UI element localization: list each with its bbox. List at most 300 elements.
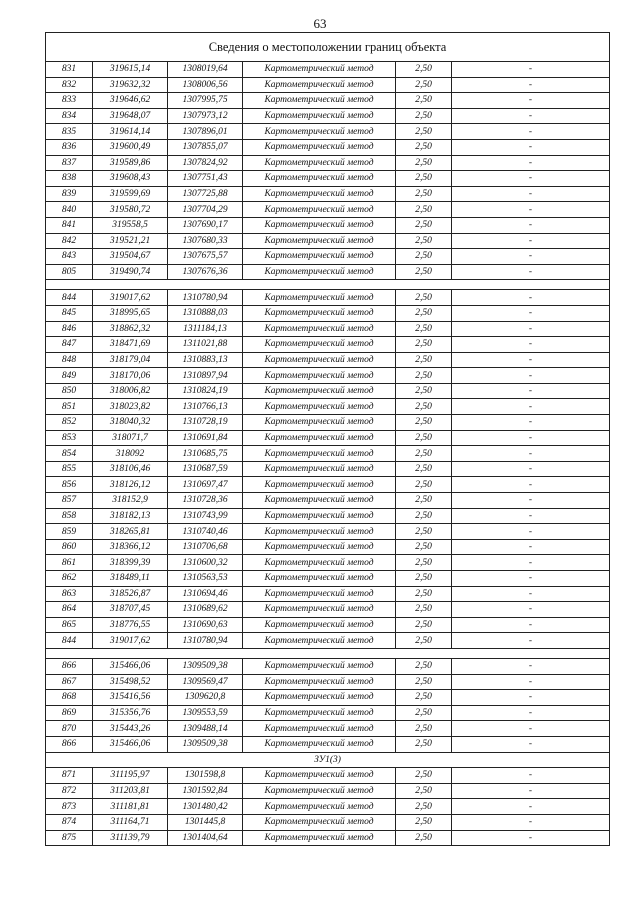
method-cell: Картометрический метод: [243, 524, 396, 540]
point-number-cell: 869: [46, 705, 93, 721]
method-cell: Картометрический метод: [243, 202, 396, 218]
x-coordinate-cell: 315498,52: [93, 674, 168, 690]
table-row: [46, 690, 610, 706]
accuracy-cell: 2,50: [396, 430, 452, 446]
accuracy-cell: 2,50: [396, 202, 452, 218]
separator-row: [46, 280, 610, 290]
description-cell: -: [452, 124, 610, 140]
y-coordinate-cell: 1307676,36: [168, 264, 243, 280]
table-row: [46, 721, 610, 737]
x-coordinate-cell: 318006,82: [93, 383, 168, 399]
description-cell: -: [452, 658, 610, 674]
accuracy-cell: 2,50: [396, 155, 452, 171]
method-cell: Картометрический метод: [243, 617, 396, 633]
point-number-cell: 841: [46, 217, 93, 233]
x-coordinate-cell: 319600,49: [93, 139, 168, 155]
description-cell: -: [452, 736, 610, 752]
point-number-cell: 870: [46, 721, 93, 737]
accuracy-cell: 2,50: [396, 139, 452, 155]
x-coordinate-cell: 311195,97: [93, 768, 168, 784]
table-row: [46, 249, 610, 265]
description-cell: -: [452, 77, 610, 93]
table-row: [46, 352, 610, 368]
point-number-cell: 845: [46, 305, 93, 321]
x-coordinate-cell: 319017,62: [93, 633, 168, 649]
accuracy-cell: 2,50: [396, 539, 452, 555]
table-row: [46, 617, 610, 633]
point-number-cell: 861: [46, 555, 93, 571]
table-row: [46, 368, 610, 384]
x-coordinate-cell: 311164,71: [93, 814, 168, 830]
point-number-cell: 874: [46, 814, 93, 830]
x-coordinate-cell: 311139,79: [93, 830, 168, 846]
table-row: [46, 555, 610, 571]
accuracy-cell: 2,50: [396, 721, 452, 737]
method-cell: Картометрический метод: [243, 321, 396, 337]
table-row: [46, 124, 610, 140]
method-cell: Картометрический метод: [243, 337, 396, 353]
method-cell: Картометрический метод: [243, 705, 396, 721]
separator-row: [46, 648, 610, 658]
accuracy-cell: 2,50: [396, 62, 452, 78]
point-number-cell: 850: [46, 383, 93, 399]
description-cell: -: [452, 814, 610, 830]
point-number-cell: 862: [46, 571, 93, 587]
point-number-cell: 875: [46, 830, 93, 846]
accuracy-cell: 2,50: [396, 305, 452, 321]
description-cell: -: [452, 446, 610, 462]
accuracy-cell: 2,50: [396, 321, 452, 337]
x-coordinate-cell: 319580,72: [93, 202, 168, 218]
x-coordinate-cell: 315443,26: [93, 721, 168, 737]
x-coordinate-cell: 315416,56: [93, 690, 168, 706]
accuracy-cell: 2,50: [396, 233, 452, 249]
table-row: [46, 290, 610, 306]
table-row: [46, 415, 610, 431]
point-number-cell: 835: [46, 124, 93, 140]
title-row: [46, 33, 610, 62]
method-cell: Картометрический метод: [243, 415, 396, 431]
point-number-cell: 846: [46, 321, 93, 337]
y-coordinate-cell: 1311021,88: [168, 337, 243, 353]
y-coordinate-cell: 1309620,8: [168, 690, 243, 706]
point-number-cell: 840: [46, 202, 93, 218]
method-cell: Картометрический метод: [243, 124, 396, 140]
method-cell: Картометрический метод: [243, 77, 396, 93]
y-coordinate-cell: 1308019,64: [168, 62, 243, 78]
method-cell: Картометрический метод: [243, 508, 396, 524]
y-coordinate-cell: 1310690,63: [168, 617, 243, 633]
description-cell: -: [452, 108, 610, 124]
table-row: [46, 430, 610, 446]
accuracy-cell: 2,50: [396, 108, 452, 124]
description-cell: -: [452, 799, 610, 815]
method-cell: Картометрический метод: [243, 108, 396, 124]
section-label-row: [46, 752, 610, 768]
y-coordinate-cell: 1310694,46: [168, 586, 243, 602]
table-row: [46, 337, 610, 353]
description-cell: -: [452, 368, 610, 384]
description-cell: -: [452, 217, 610, 233]
x-coordinate-cell: 318126,12: [93, 477, 168, 493]
table-row: [46, 799, 610, 815]
method-cell: Картометрический метод: [243, 93, 396, 109]
y-coordinate-cell: 1310897,94: [168, 368, 243, 384]
y-coordinate-cell: 1310563,53: [168, 571, 243, 587]
accuracy-cell: 2,50: [396, 508, 452, 524]
x-coordinate-cell: 319632,32: [93, 77, 168, 93]
method-cell: Картометрический метод: [243, 736, 396, 752]
table-row: [46, 768, 610, 784]
y-coordinate-cell: 1310728,36: [168, 493, 243, 509]
x-coordinate-cell: 319608,43: [93, 171, 168, 187]
y-coordinate-cell: 1309509,38: [168, 658, 243, 674]
method-cell: Картометрический метод: [243, 768, 396, 784]
method-cell: Картометрический метод: [243, 493, 396, 509]
point-number-cell: 834: [46, 108, 93, 124]
method-cell: Картометрический метод: [243, 430, 396, 446]
accuracy-cell: 2,50: [396, 124, 452, 140]
description-cell: -: [452, 617, 610, 633]
table-row: [46, 493, 610, 509]
table-row: [46, 461, 610, 477]
description-cell: -: [452, 602, 610, 618]
accuracy-cell: 2,50: [396, 264, 452, 280]
method-cell: Картометрический метод: [243, 571, 396, 587]
table-row: [46, 446, 610, 462]
description-cell: -: [452, 415, 610, 431]
y-coordinate-cell: 1310888,03: [168, 305, 243, 321]
x-coordinate-cell: 319504,67: [93, 249, 168, 265]
point-number-cell: 838: [46, 171, 93, 187]
method-cell: Картометрический метод: [243, 352, 396, 368]
table-row: [46, 602, 610, 618]
method-cell: Картометрический метод: [243, 217, 396, 233]
table-row: [46, 477, 610, 493]
point-number-cell: 848: [46, 352, 93, 368]
table-row: [46, 171, 610, 187]
point-number-cell: 857: [46, 493, 93, 509]
y-coordinate-cell: 1307896,01: [168, 124, 243, 140]
point-number-cell: 833: [46, 93, 93, 109]
y-coordinate-cell: 1307973,12: [168, 108, 243, 124]
point-number-cell: 837: [46, 155, 93, 171]
point-number-cell: 843: [46, 249, 93, 265]
point-number-cell: 863: [46, 586, 93, 602]
description-cell: -: [452, 477, 610, 493]
table-row: [46, 586, 610, 602]
accuracy-cell: 2,50: [396, 586, 452, 602]
table-row: [46, 305, 610, 321]
table-row: [46, 77, 610, 93]
point-number-cell: 867: [46, 674, 93, 690]
point-number-cell: 844: [46, 633, 93, 649]
method-cell: Картометрический метод: [243, 62, 396, 78]
accuracy-cell: 2,50: [396, 633, 452, 649]
y-coordinate-cell: 1307824,92: [168, 155, 243, 171]
point-number-cell: 851: [46, 399, 93, 415]
x-coordinate-cell: 315466,06: [93, 658, 168, 674]
accuracy-cell: 2,50: [396, 658, 452, 674]
method-cell: Картометрический метод: [243, 539, 396, 555]
description-cell: -: [452, 461, 610, 477]
y-coordinate-cell: 1307725,88: [168, 186, 243, 202]
description-cell: -: [452, 249, 610, 265]
method-cell: Картометрический метод: [243, 249, 396, 265]
y-coordinate-cell: 1310824,19: [168, 383, 243, 399]
x-coordinate-cell: 318366,12: [93, 539, 168, 555]
y-coordinate-cell: 1310685,75: [168, 446, 243, 462]
y-coordinate-cell: 1310780,94: [168, 290, 243, 306]
description-cell: -: [452, 383, 610, 399]
y-coordinate-cell: 1309569,47: [168, 674, 243, 690]
method-cell: Картометрический метод: [243, 674, 396, 690]
description-cell: -: [452, 155, 610, 171]
accuracy-cell: 2,50: [396, 290, 452, 306]
x-coordinate-cell: 318170,06: [93, 368, 168, 384]
y-coordinate-cell: 1307855,07: [168, 139, 243, 155]
method-cell: Картометрический метод: [243, 139, 396, 155]
table-row: [46, 202, 610, 218]
y-coordinate-cell: 1310706,68: [168, 539, 243, 555]
method-cell: Картометрический метод: [243, 690, 396, 706]
point-number-cell: 871: [46, 768, 93, 784]
y-coordinate-cell: 1301404,64: [168, 830, 243, 846]
table-row: [46, 524, 610, 540]
x-coordinate-cell: 318471,69: [93, 337, 168, 353]
method-cell: Картометрический метод: [243, 586, 396, 602]
method-cell: Картометрический метод: [243, 658, 396, 674]
method-cell: Картометрический метод: [243, 446, 396, 462]
accuracy-cell: 2,50: [396, 93, 452, 109]
method-cell: Картометрический метод: [243, 783, 396, 799]
method-cell: Картометрический метод: [243, 461, 396, 477]
table-row: [46, 830, 610, 846]
x-coordinate-cell: 318023,82: [93, 399, 168, 415]
accuracy-cell: 2,50: [396, 736, 452, 752]
point-number-cell: 805: [46, 264, 93, 280]
description-cell: -: [452, 171, 610, 187]
y-coordinate-cell: 1307675,57: [168, 249, 243, 265]
description-cell: -: [452, 321, 610, 337]
accuracy-cell: 2,50: [396, 783, 452, 799]
accuracy-cell: 2,50: [396, 399, 452, 415]
description-cell: -: [452, 186, 610, 202]
x-coordinate-cell: 319589,86: [93, 155, 168, 171]
x-coordinate-cell: 319614,14: [93, 124, 168, 140]
point-number-cell: 865: [46, 617, 93, 633]
x-coordinate-cell: 318776,55: [93, 617, 168, 633]
accuracy-cell: 2,50: [396, 555, 452, 571]
description-cell: -: [452, 399, 610, 415]
table-title: Сведения о местоположении границ объекта: [46, 33, 610, 62]
table-row: [46, 321, 610, 337]
y-coordinate-cell: 1310691,84: [168, 430, 243, 446]
method-cell: Картометрический метод: [243, 633, 396, 649]
point-number-cell: 860: [46, 539, 93, 555]
table-row: [46, 217, 610, 233]
y-coordinate-cell: 1308006,56: [168, 77, 243, 93]
x-coordinate-cell: 311181,81: [93, 799, 168, 815]
method-cell: Картометрический метод: [243, 305, 396, 321]
table-row: [46, 399, 610, 415]
description-cell: -: [452, 508, 610, 524]
method-cell: Картометрический метод: [243, 814, 396, 830]
x-coordinate-cell: 318182,13: [93, 508, 168, 524]
accuracy-cell: 2,50: [396, 217, 452, 233]
y-coordinate-cell: 1309553,59: [168, 705, 243, 721]
accuracy-cell: 2,50: [396, 524, 452, 540]
accuracy-cell: 2,50: [396, 249, 452, 265]
table-row: [46, 571, 610, 587]
accuracy-cell: 2,50: [396, 337, 452, 353]
point-number-cell: 864: [46, 602, 93, 618]
accuracy-cell: 2,50: [396, 705, 452, 721]
y-coordinate-cell: 1310743,99: [168, 508, 243, 524]
accuracy-cell: 2,50: [396, 461, 452, 477]
page-number: 63: [313, 16, 327, 31]
x-coordinate-cell: 318399,39: [93, 555, 168, 571]
description-cell: -: [452, 830, 610, 846]
y-coordinate-cell: 1301445,8: [168, 814, 243, 830]
x-coordinate-cell: 315466,06: [93, 736, 168, 752]
table-row: [46, 155, 610, 171]
y-coordinate-cell: 1307690,17: [168, 217, 243, 233]
description-cell: -: [452, 690, 610, 706]
description-cell: -: [452, 290, 610, 306]
accuracy-cell: 2,50: [396, 617, 452, 633]
description-cell: -: [452, 233, 610, 249]
point-number-cell: 859: [46, 524, 93, 540]
x-coordinate-cell: 318265,81: [93, 524, 168, 540]
description-cell: -: [452, 352, 610, 368]
description-cell: -: [452, 524, 610, 540]
table-row: [46, 674, 610, 690]
description-cell: -: [452, 493, 610, 509]
accuracy-cell: 2,50: [396, 674, 452, 690]
y-coordinate-cell: 1307680,33: [168, 233, 243, 249]
method-cell: Картометрический метод: [243, 399, 396, 415]
accuracy-cell: 2,50: [396, 383, 452, 399]
accuracy-cell: 2,50: [396, 768, 452, 784]
method-cell: Картометрический метод: [243, 155, 396, 171]
x-coordinate-cell: 318092: [93, 446, 168, 462]
x-coordinate-cell: 318071,7: [93, 430, 168, 446]
method-cell: Картометрический метод: [243, 721, 396, 737]
method-cell: Картометрический метод: [243, 602, 396, 618]
table-row: [46, 264, 610, 280]
description-cell: -: [452, 305, 610, 321]
y-coordinate-cell: 1310728,19: [168, 415, 243, 431]
accuracy-cell: 2,50: [396, 477, 452, 493]
point-number-cell: 849: [46, 368, 93, 384]
x-coordinate-cell: 319521,21: [93, 233, 168, 249]
y-coordinate-cell: 1309488,14: [168, 721, 243, 737]
y-coordinate-cell: 1310740,46: [168, 524, 243, 540]
point-number-cell: 856: [46, 477, 93, 493]
description-cell: -: [452, 705, 610, 721]
table-row: [46, 736, 610, 752]
x-coordinate-cell: 319648,07: [93, 108, 168, 124]
accuracy-cell: 2,50: [396, 446, 452, 462]
x-coordinate-cell: 318489,11: [93, 571, 168, 587]
method-cell: Картометрический метод: [243, 233, 396, 249]
point-number-cell: 868: [46, 690, 93, 706]
table-row: [46, 658, 610, 674]
method-cell: Картометрический метод: [243, 171, 396, 187]
y-coordinate-cell: 1301480,42: [168, 799, 243, 815]
method-cell: Картометрический метод: [243, 290, 396, 306]
method-cell: Картометрический метод: [243, 830, 396, 846]
x-coordinate-cell: 318106,46: [93, 461, 168, 477]
y-coordinate-cell: 1311184,13: [168, 321, 243, 337]
point-number-cell: 854: [46, 446, 93, 462]
y-coordinate-cell: 1301598,8: [168, 768, 243, 784]
x-coordinate-cell: 311203,81: [93, 783, 168, 799]
y-coordinate-cell: 1310687,59: [168, 461, 243, 477]
point-number-cell: 866: [46, 658, 93, 674]
separator-cell: [46, 280, 610, 290]
description-cell: -: [452, 768, 610, 784]
table-row: [46, 93, 610, 109]
separator-cell: [46, 648, 610, 658]
boundary-coordinates-table: [45, 32, 610, 846]
point-number-cell: 844: [46, 290, 93, 306]
x-coordinate-cell: 319615,14: [93, 62, 168, 78]
x-coordinate-cell: 319017,62: [93, 290, 168, 306]
accuracy-cell: 2,50: [396, 415, 452, 431]
method-cell: Картометрический метод: [243, 477, 396, 493]
x-coordinate-cell: 318995,65: [93, 305, 168, 321]
description-cell: -: [452, 139, 610, 155]
description-cell: -: [452, 783, 610, 799]
section-label: ЗУ1(3): [46, 752, 610, 768]
description-cell: -: [452, 337, 610, 353]
accuracy-cell: 2,50: [396, 368, 452, 384]
accuracy-cell: 2,50: [396, 77, 452, 93]
method-cell: Картометрический метод: [243, 264, 396, 280]
description-cell: -: [452, 571, 610, 587]
table-row: [46, 633, 610, 649]
x-coordinate-cell: 318862,32: [93, 321, 168, 337]
method-cell: Картометрический метод: [243, 186, 396, 202]
y-coordinate-cell: 1310883,13: [168, 352, 243, 368]
y-coordinate-cell: 1307751,43: [168, 171, 243, 187]
description-cell: -: [452, 633, 610, 649]
table-body: [46, 62, 610, 846]
x-coordinate-cell: 319558,5: [93, 217, 168, 233]
description-cell: -: [452, 539, 610, 555]
description-cell: -: [452, 721, 610, 737]
table-row: [46, 783, 610, 799]
point-number-cell: 873: [46, 799, 93, 815]
description-cell: -: [452, 202, 610, 218]
y-coordinate-cell: 1310780,94: [168, 633, 243, 649]
table-row: [46, 383, 610, 399]
description-cell: -: [452, 430, 610, 446]
table-row: [46, 186, 610, 202]
table-row: [46, 62, 610, 78]
point-number-cell: 853: [46, 430, 93, 446]
accuracy-cell: 2,50: [396, 186, 452, 202]
method-cell: Картометрический метод: [243, 799, 396, 815]
y-coordinate-cell: 1310766,13: [168, 399, 243, 415]
x-coordinate-cell: 318040,32: [93, 415, 168, 431]
x-coordinate-cell: 315356,76: [93, 705, 168, 721]
point-number-cell: 866: [46, 736, 93, 752]
point-number-cell: 836: [46, 139, 93, 155]
table-row: [46, 233, 610, 249]
